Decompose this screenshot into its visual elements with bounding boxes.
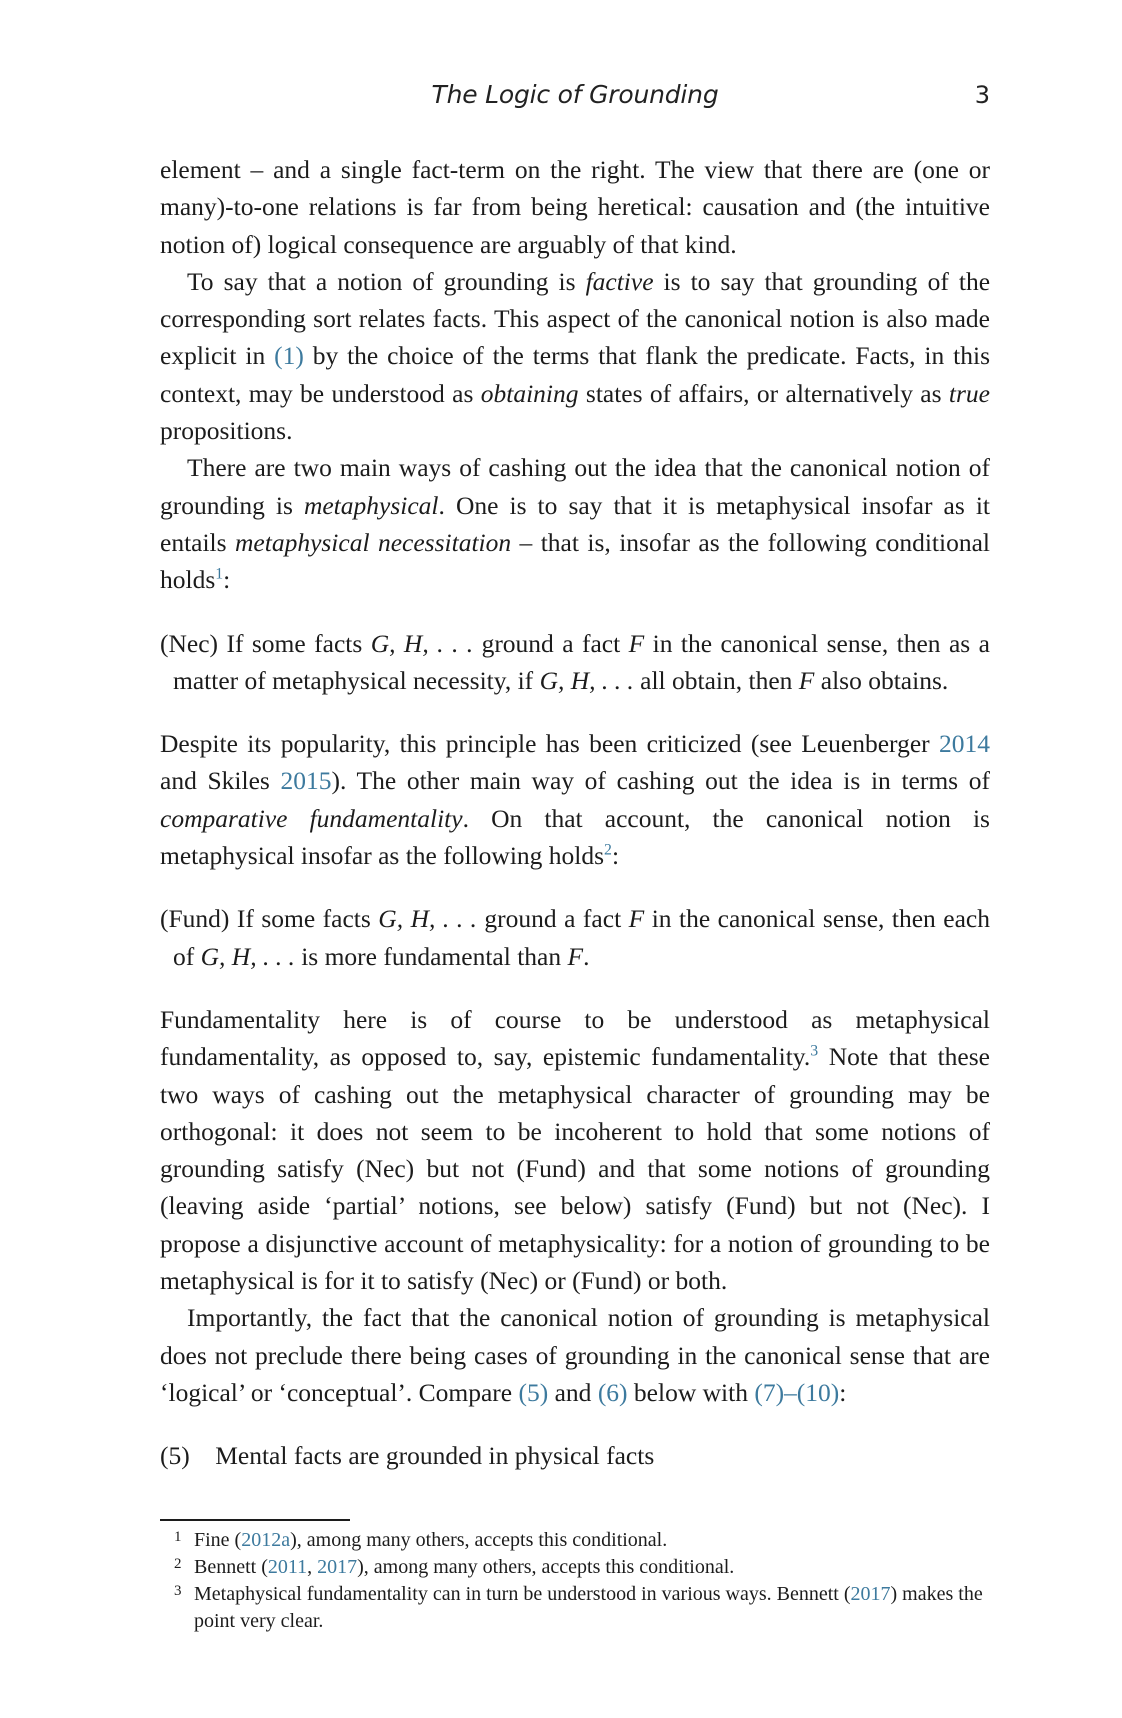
footnote-rule	[160, 1519, 350, 1521]
footnote-ref-2[interactable]: 2	[604, 841, 612, 859]
footnote-ref-1[interactable]: 1	[215, 565, 224, 583]
page-number: 3	[974, 81, 990, 109]
footnote-2: 2 Bennett (2011, 2017), among many others, accepts this conditional.	[160, 1554, 990, 1581]
citation-bennett-2017[interactable]: 2017	[317, 1556, 358, 1578]
cross-ref-7-10[interactable]: (7)–(10)	[754, 1377, 840, 1407]
footnote-3: 3 Metaphysical fundamentality can in turn be understood in various ways. Bennett (2017) makes the point very clear.	[160, 1581, 990, 1635]
citation-leuenberger-2014[interactable]: 2014	[939, 729, 990, 759]
footnote-ref-3[interactable]: 3	[810, 1042, 819, 1060]
paragraph-metaphysical: There are two main ways of cashing out the idea that the canonical notion of grounding is metaphysical. One is to say that it is metaphysical insofar as it entails metaphysical necessitation – that is, insofar as the following conditional holds$^1$:	[160, 453, 990, 595]
citation-fine-2012a[interactable]: 2012a	[241, 1529, 291, 1551]
footnotes	[160, 1527, 990, 1635]
principle-nec: (Nec) If some facts G, H, . . . ground a fact F in the canonical sense, then as a matter of metaphysical necessity, if G, H, . . . all obtain, then F also obtains.	[160, 628, 990, 695]
footnote-number: 2	[174, 1556, 182, 1572]
principle-fund: (Fund) If some facts G, H, . . . ground a fact F in the canonical sense, then each of G, H, . . . is more fundamental than F.	[160, 904, 990, 971]
citation-skiles-2015[interactable]: 2015	[280, 766, 332, 796]
citation-bennett-2011[interactable]: 2011	[267, 1556, 308, 1578]
paragraph-1: element – and a single fact-term on the right. The view that there are (one or many)-to-one relations is far from being heretical: causation and (the intuitive notion of) logical consequence are arguably of that kind.	[160, 155, 990, 259]
paragraph-criticism: Despite its popularity, this principle has been criticized (see Leuenberger 2014 and Skiles 2015). The other main way of cashing out the idea is in terms of comparative fundamentality. On that account, the canonical notion is metaphysical insofar as the following holds$^2$:	[160, 729, 991, 871]
citation-bennett-2017[interactable]: 2017	[850, 1583, 891, 1605]
running-header	[160, 80, 990, 120]
paragraph-fundamentality: Fundamentality here is of course to be understood as metaphysical fundamentality, as opposed to, say, epistemic fundamentality.$^3$ Note that these two ways of cashing out the metaphysical character of grounding may be orthogonal: it does not seem to be incoherent to hold that some notions of grounding satisfy (Nec) but not (Fund) and that some notions of grounding (leaving aside ‘partial’ notions, see below) satisfy (Fund) but not (Nec). I propose a disjunctive account of metaphysicality: for a notion of grounding to be metaphysical is for it to satisfy (Nec) or (Fund) or both.	[160, 1004, 990, 1296]
cross-ref-5[interactable]: (5)	[518, 1377, 549, 1407]
cross-ref-6[interactable]: (6)	[597, 1377, 628, 1407]
body-text	[160, 151, 990, 1475]
footnote-number: 1	[174, 1529, 182, 1545]
running-title: The Logic of Grounding	[431, 80, 719, 109]
cross-ref-1[interactable]: (1)	[274, 341, 304, 371]
footnote-1: 1 Fine (2012a), among many others, accepts this conditional.	[160, 1527, 990, 1554]
example-5: (5) Mental facts are grounded in physical facts	[160, 1441, 655, 1471]
footnote-number: 3	[174, 1583, 182, 1599]
paragraph-importantly: Importantly, the fact that the canonical notion of grounding is metaphysical does not preclude there being cases of grounding in the canonical sense that are ‘logical’ or ‘conceptual’. Compare (5) and (6) below with (7)–(10):	[160, 1303, 990, 1407]
paragraph-factive: To say that a notion of grounding is factive is to say that grounding of the corresponding sort relates facts. This aspect of the canonical notion is also made explicit in (1) by the choice of the terms that flank the predicate. Facts, in this context, may be understood as obtaining states of affairs, or alternatively as true propositions.	[160, 266, 991, 446]
